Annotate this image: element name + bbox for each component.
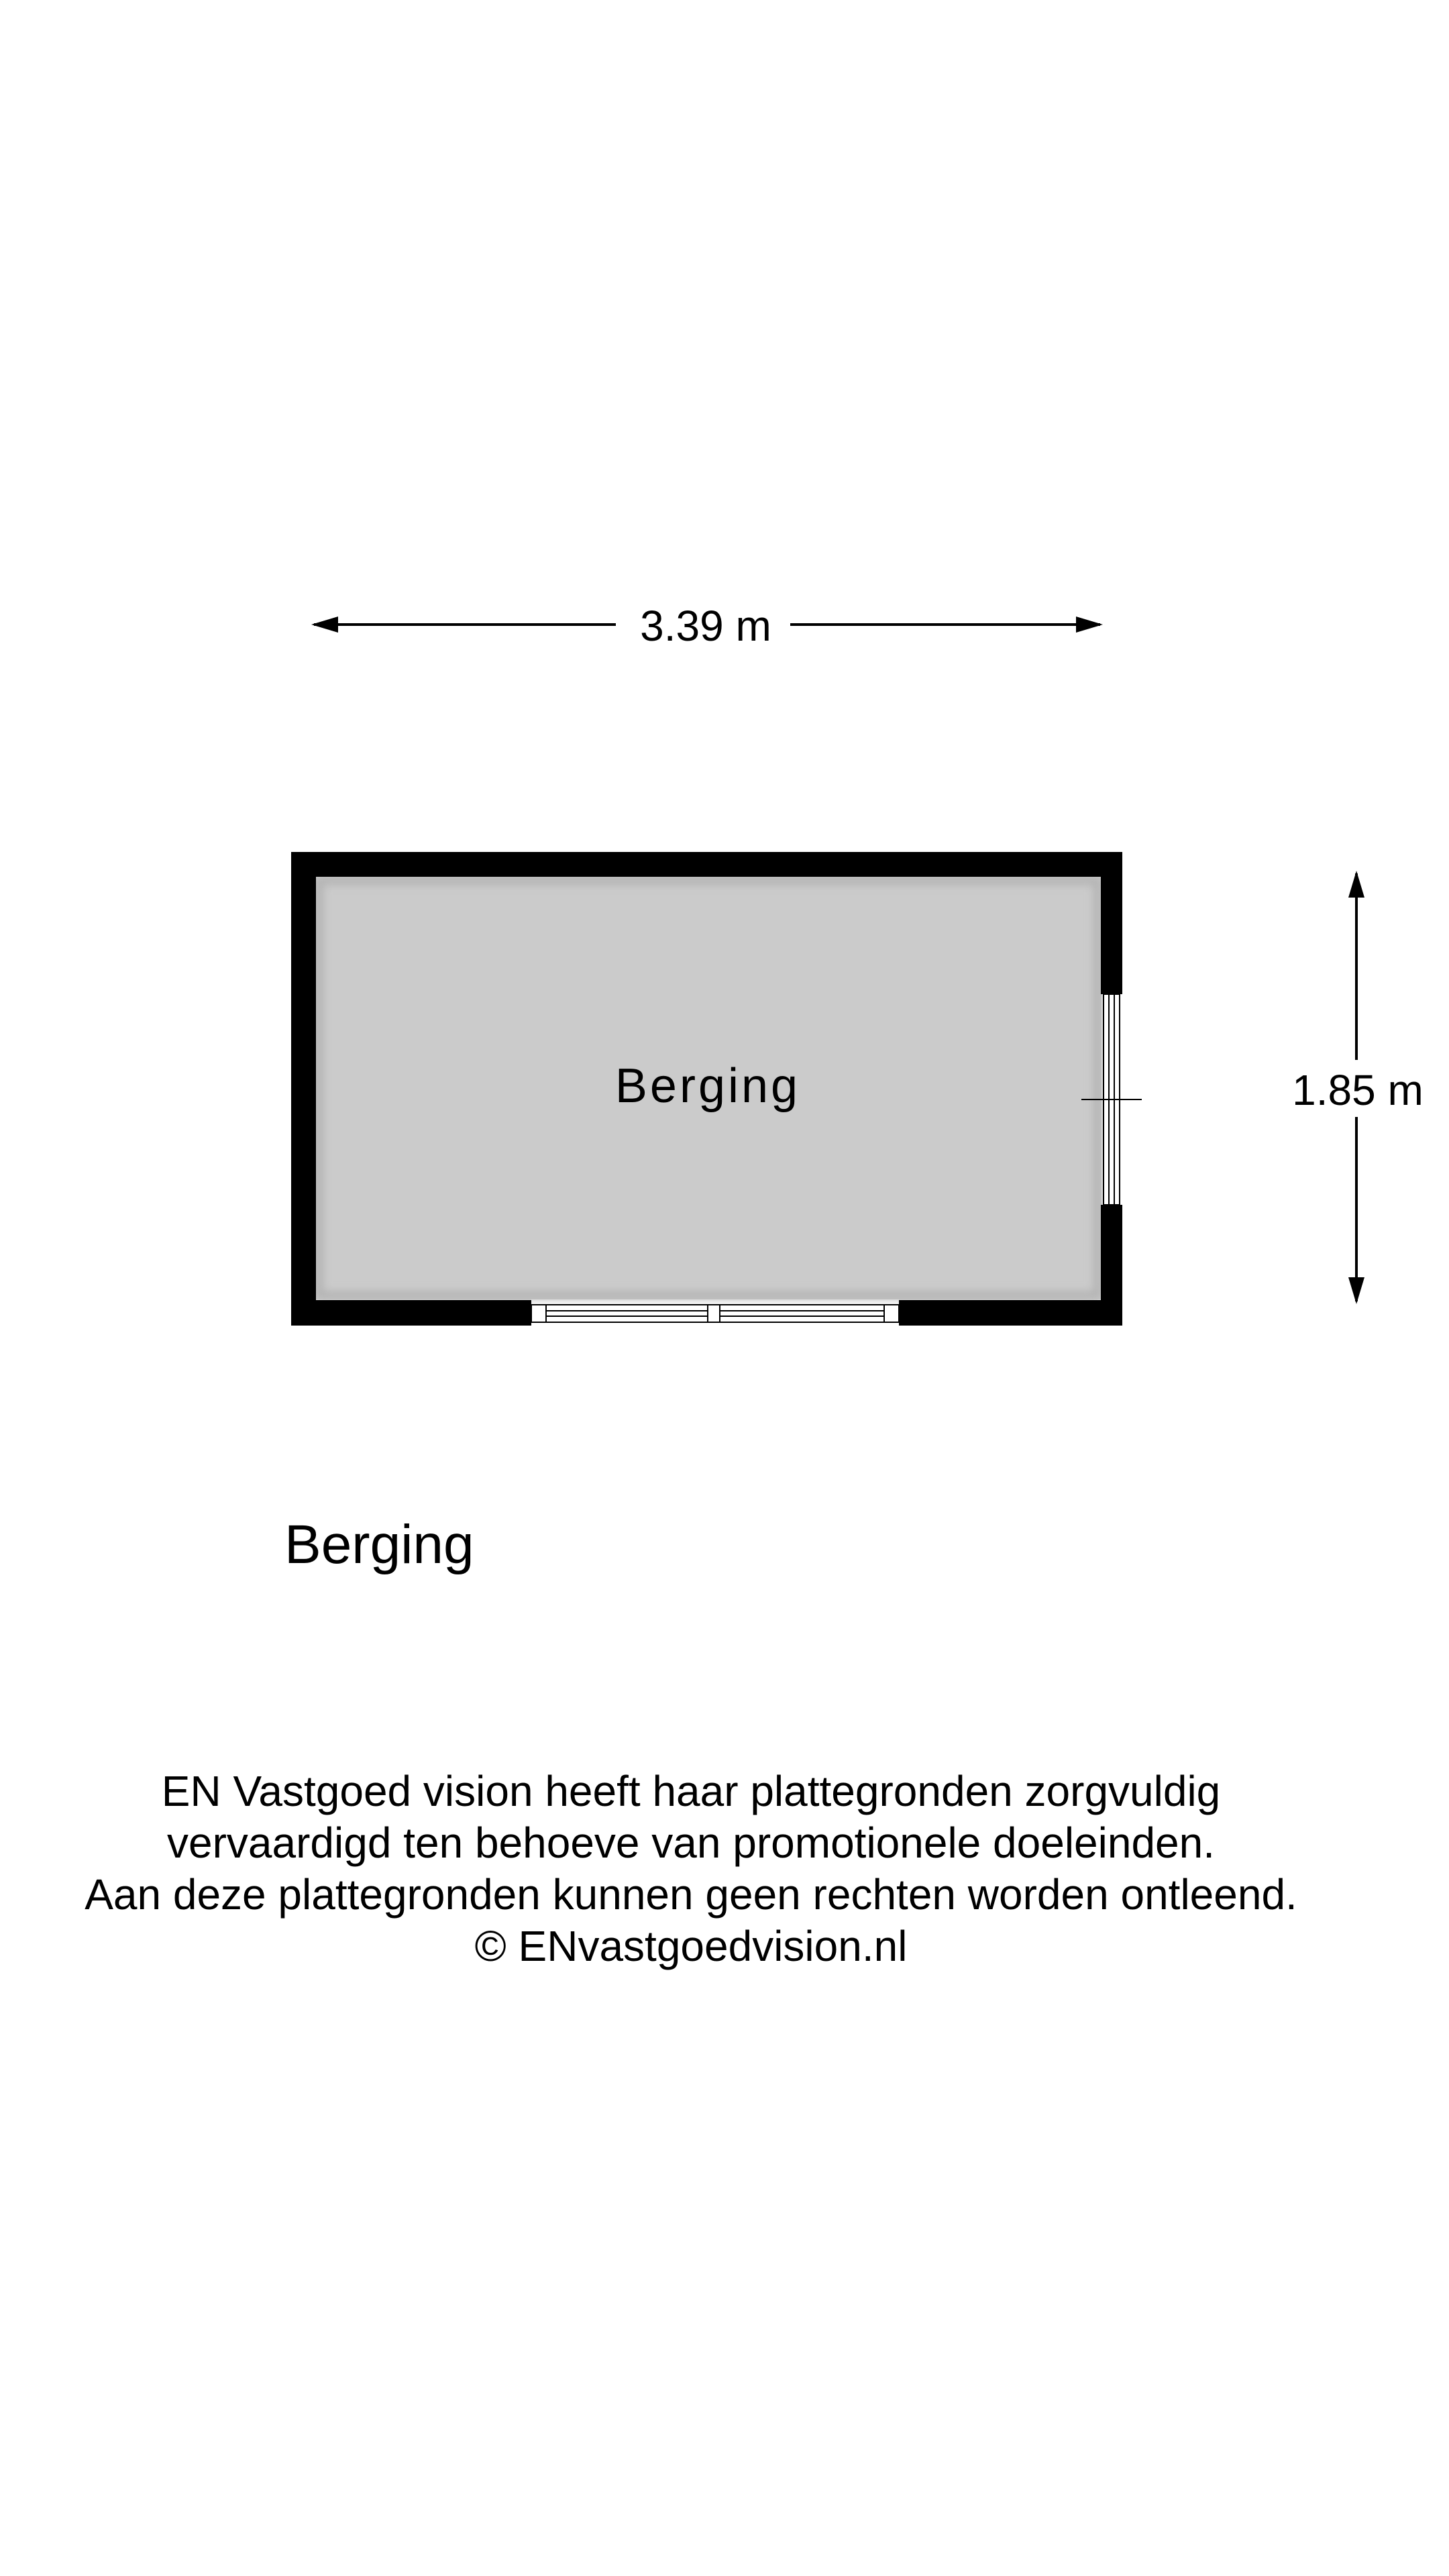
wall-right-bottom [1101,1205,1122,1326]
floor-name-caption: Berging [284,1514,474,1575]
height-dimension [1292,873,1424,1301]
wall-top [291,852,1122,877]
disclaimer-line: Aan deze plattegronden kunnen geen rechten worden ontleend. [85,1870,1297,1919]
height-dimension-label: 1.85 m [1292,1066,1424,1114]
wall-right-top [1101,852,1122,994]
wall-bottom-left [291,1300,531,1326]
width-dimension-label: 3.39 m [640,602,771,650]
disclaimer [0,1766,1382,1972]
room-berging [291,852,1142,1326]
room-label: Berging [614,1059,801,1113]
copyright-line: © ENvastgoedvision.nl [474,1922,908,1970]
window-bottom [531,1305,899,1322]
disclaimer-line: EN Vastgoed vision heeft haar plattegronden zorgvuldig [161,1767,1221,1815]
wall-bottom-right [899,1300,1122,1326]
wall-left [291,852,316,1326]
disclaimer-line: vervaardigd ten behoeve van promotionele doeleinden. [167,1819,1215,1867]
width-dimension [314,602,1100,650]
